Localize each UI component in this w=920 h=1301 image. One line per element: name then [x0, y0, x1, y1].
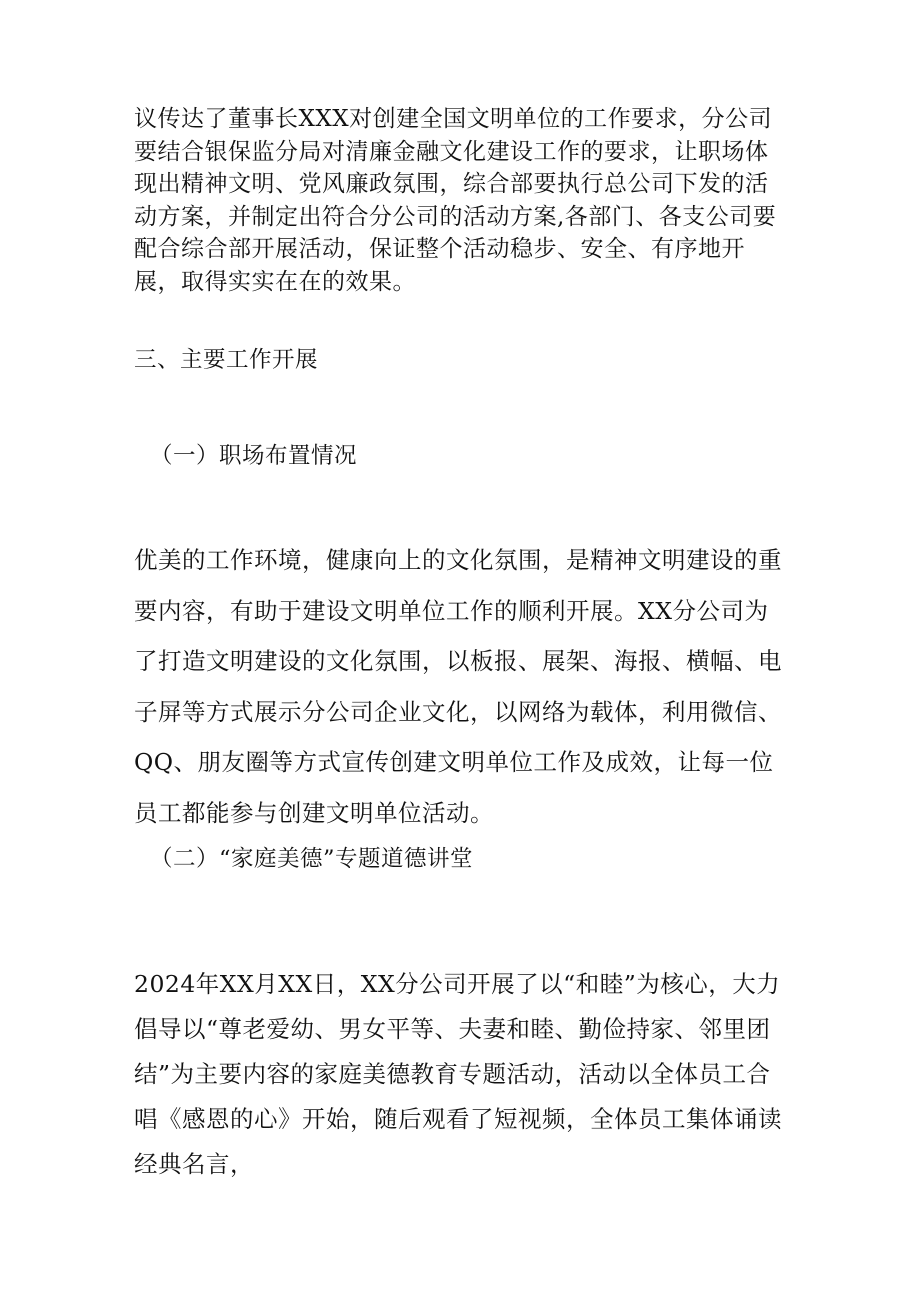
- section-heading-main-work: 三、主要工作开展: [134, 347, 319, 373]
- body-paragraph-family-virtue: 2024年XX月XX日，XX分公司开展了以“和睦”为核心，大力倡导以“尊老爱幼、男女平等、夫妻和睦、勤俭持家、邻里团结”为主要内容的家庭美德教育专题活动，活动以全体员工合唱《感恩的心》开始，随后观看了短视频，全体员工集体诵读经典名言，: [134, 970, 782, 1178]
- subsection-heading-workplace: （一）职场布置情况: [150, 443, 358, 469]
- body-paragraph-intro: 议传达了董事长XXX对创建全国文明单位的工作要求，分公司要结合银保监分局对清廉金融文化建设工作的要求，让职场体现出精神文明、党风廉政氛围，综合部要执行总公司下发的活动方案，并制定出符合分公司的活动方案,各部门、各支公司要配合综合部开展活动，保证整个活动稳步、安全、有序地开展，取得实实在在的效果。: [134, 106, 777, 295]
- subsection-heading-family-virtue: （二）“家庭美德”专题道德讲堂: [150, 846, 474, 872]
- body-paragraph-workplace: 优美的工作环境，健康向上的文化氛围，是精神文明建设的重要内容，有助于建设文明单位工作的顺利开展。XX分公司为了打造文明建设的文化氛围，以板报、展架、海报、横幅、电子屏等方式展示分公司企业文化，以网络为载体，利用微信、QQ、朋友圈等方式宣传创建文明单位工作及成效，让每一位员工都能参与创建文明单位活动。: [134, 546, 782, 827]
